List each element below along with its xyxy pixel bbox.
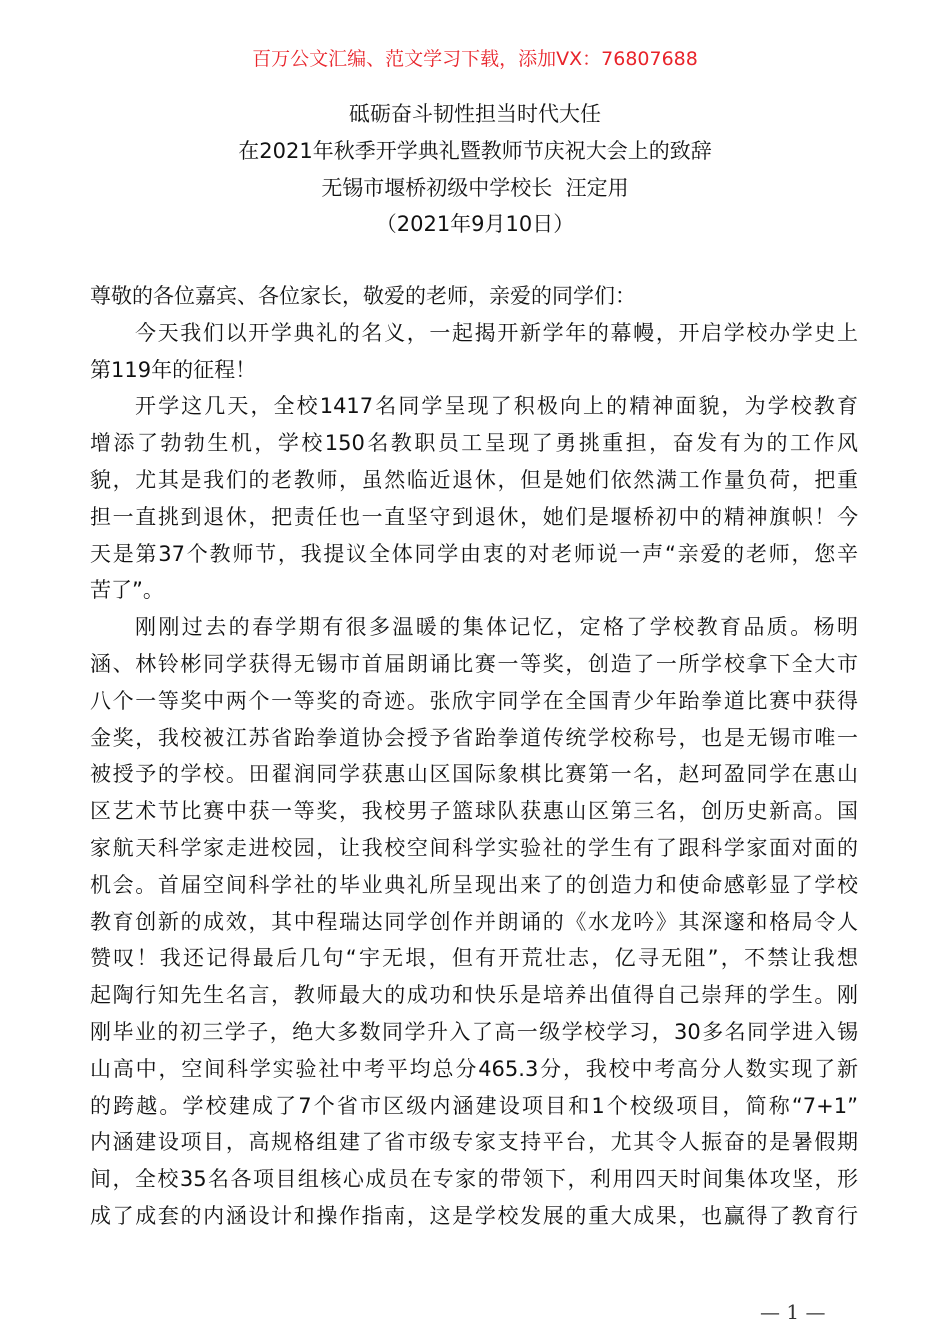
watermark-banner: 百万公文汇编、范文学习下载，添加VX：76807688	[252, 48, 698, 70]
title-main: 砥砺奋斗韧性担当时代大任	[349, 102, 601, 126]
title-date: （2021年9月10日）	[375, 212, 575, 237]
paragraph-line: 区艺术节比赛中获一等奖，我校男子篮球队获惠山区第三名，创历史新高。国	[90, 799, 858, 824]
paragraph-line: 机会。首届空间科学社的毕业典礼所呈现出来了的创造力和使命感彰显了学校	[90, 872, 858, 897]
paragraph-line: 间，全校35名各项目组核心成员在专家的带领下，利用四天时间集体攻坚，形	[90, 1167, 858, 1192]
paragraph-line: 教育创新的成效，其中程瑞达同学创作并朗诵的《水龙吟》其深邃和格局令人	[90, 909, 858, 934]
paragraph-line: 增添了勃勃生机，学校150名教职员工呈现了勇挑重担，奋发有为的工作风	[90, 431, 858, 456]
paragraph-line: 开学这几天，全校1417名同学呈现了积极向上的精神面貌，为学校教育	[135, 394, 858, 419]
document-title-block	[0, 96, 950, 243]
paragraph-line: 内涵建设项目，高规格组建了省市级专家支持平台，尤其令人振奋的是暑假期	[90, 1130, 858, 1155]
paragraph-line: 刚刚过去的春学期有很多温暖的集体记忆，定格了学校教育品质。杨明	[135, 615, 858, 640]
paragraph-line: 起陶行知先生名言，教师最大的成功和快乐是培养出值得自己崇拜的学生。刚	[90, 983, 858, 1008]
document-body	[90, 278, 858, 1235]
paragraph-line: 赞叹！我还记得最后几句“宇无垠，但有开荒壮志，亿寻无阻”，不禁让我想	[90, 946, 858, 971]
paragraph-line: 的跨越。学校建成了7个省市区级内涵建设项目和1个校级项目，简称“7+1”	[90, 1093, 858, 1118]
paragraph-line: 成了成套的内涵设计和操作指南，这是学校发展的重大成果，也赢得了教育行	[90, 1203, 858, 1228]
title-subtitle: 在2021年秋季开学典礼暨教师节庆祝大会上的致辞	[238, 138, 712, 163]
paragraph-line: 家航天科学家走进校园，让我校空间科学实验社的学生有了跟科学家面对面的	[90, 835, 858, 860]
paragraph-line: 金奖，我校被江苏省跆拳道协会授予省跆拳道传统学校称号，也是无锡市唯一	[90, 725, 858, 750]
greeting: 尊敬的各位嘉宾、各位家长，敬爱的老师，亲爱的同学们：	[90, 284, 636, 308]
paragraph-line: 苦了”。	[90, 578, 164, 603]
paragraph-line: 第119年的征程！	[90, 357, 257, 382]
paragraph-line: 被授予的学校。田翟润同学获惠山区国际象棋比赛第一名，赵珂盈同学在惠山	[90, 762, 858, 787]
paragraph-line: 担一直挑到退休，把责任也一直坚守到退休，她们是堰桥初中的精神旗帜！今	[90, 504, 858, 529]
paragraph-line: 貌，尤其是我们的老教师，虽然临近退休，但是她们依然满工作量负荷，把重	[90, 467, 858, 492]
paragraph-line: 刚毕业的初三学子，绝大多数同学升入了高一级学校学习，30多名同学进入锡	[90, 1019, 858, 1044]
paragraph-line: 涵、林铃彬同学获得无锡市首届朗诵比赛一等奖，创造了一所学校拿下全大市	[90, 651, 858, 676]
page-number: — 1 —	[760, 1300, 826, 1324]
paragraph-line: 八个一等奖中两个一等奖的奇迹。张欣宇同学在全国青少年跆拳道比赛中获得	[90, 688, 858, 713]
paragraph-line: 今天我们以开学典礼的名义，一起揭开新学年的幕幔，开启学校办学史上	[135, 320, 858, 345]
title-author: 无锡市堰桥初级中学校长 汪定用	[321, 175, 629, 200]
paragraph-line: 山高中，空间科学实验社中考平均总分465.3分，我校中考高分人数实现了新	[90, 1056, 858, 1081]
paragraph-line: 天是第37个教师节，我提议全体同学由衷的对老师说一声“亲爱的老师，您辛	[90, 541, 858, 566]
